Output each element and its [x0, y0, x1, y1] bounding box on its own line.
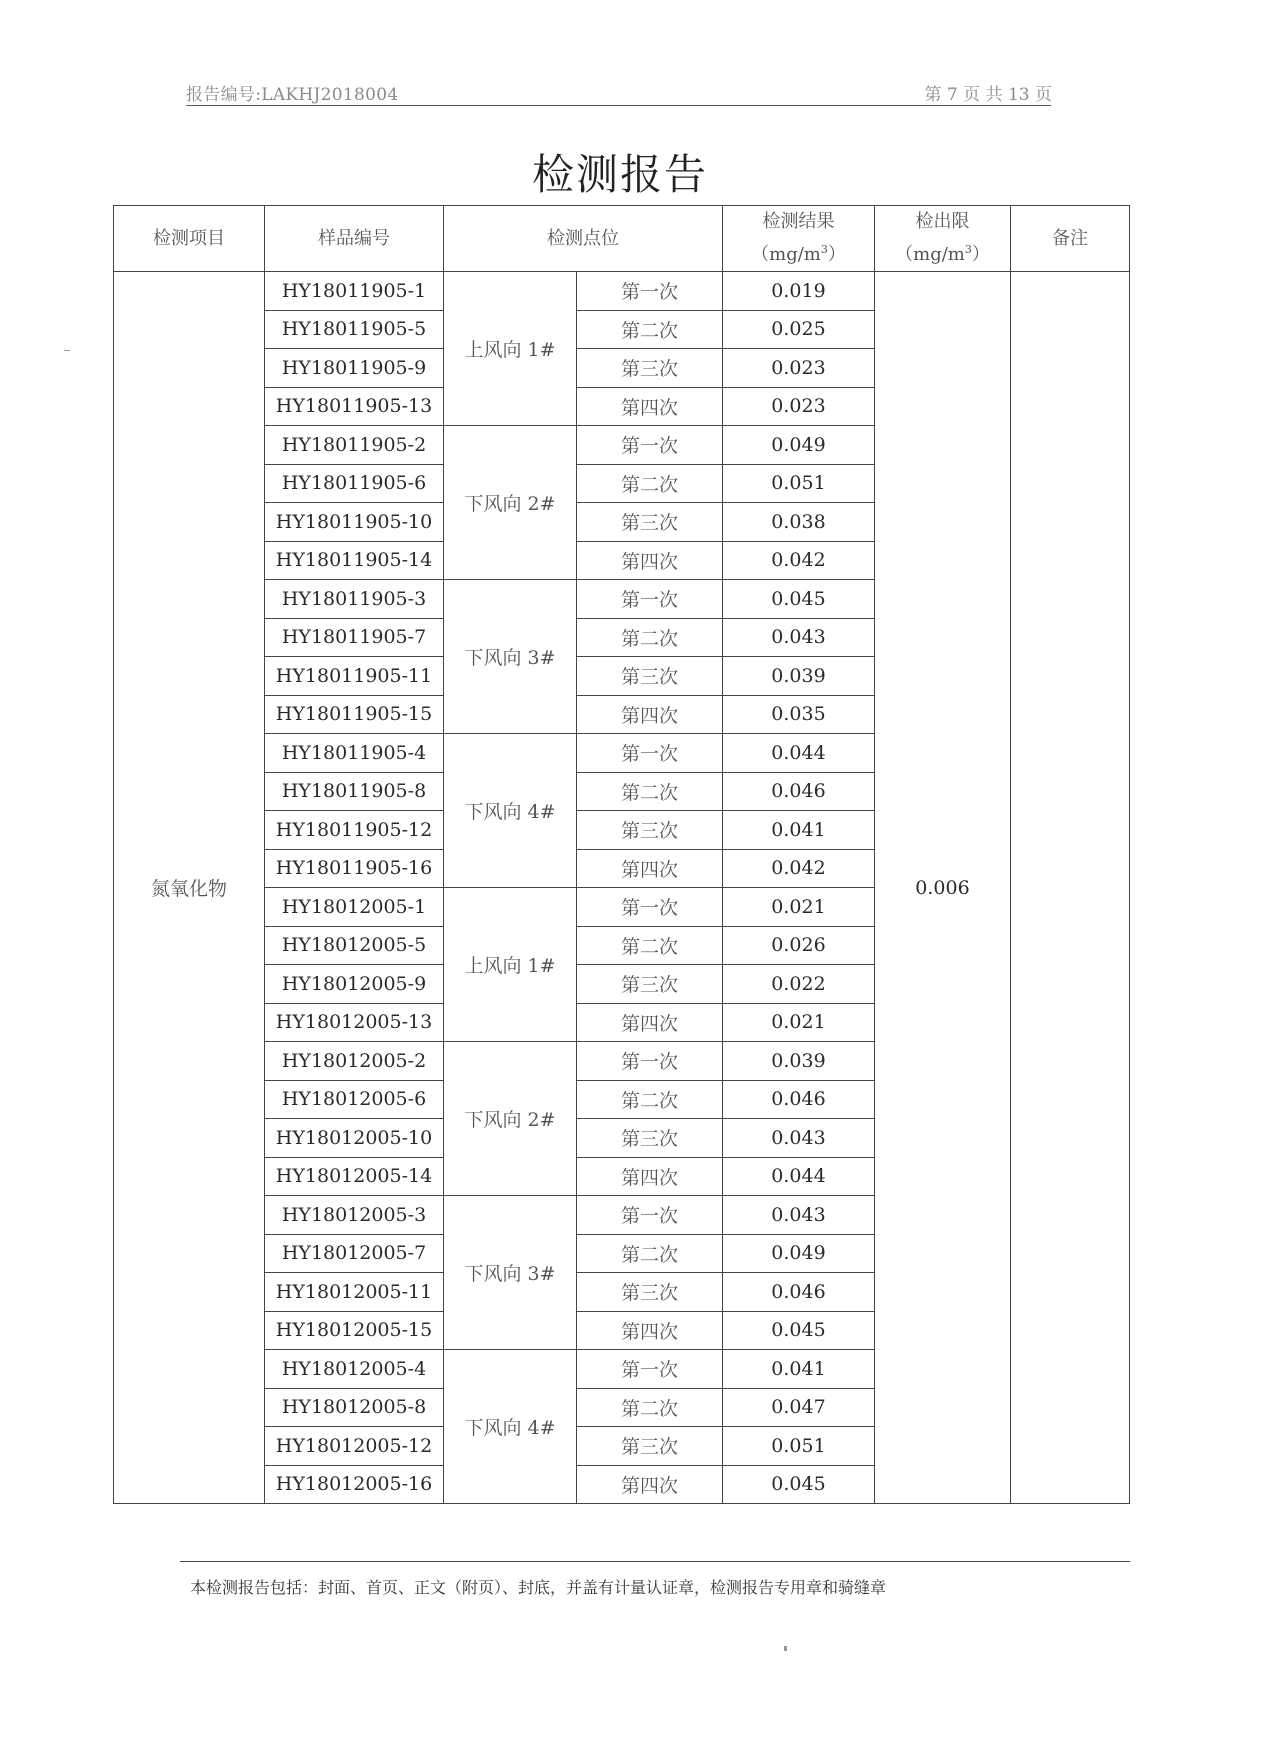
sampling-point-cell: 上风向 1# [444, 888, 577, 1042]
result-value-cell: 0.039 [723, 1042, 875, 1081]
sample-id-cell: HY18011905-15 [265, 695, 444, 734]
sample-id-cell: HY18012005-3 [265, 1196, 444, 1235]
sample-id-cell: HY18011905-16 [265, 849, 444, 888]
result-value-cell: 0.041 [723, 811, 875, 850]
footer-note: 本检测报告包括：封面、首页、正文（附页）、封底，并盖有计量认证章，检测报告专用章和骑缝章 [190, 1578, 887, 1597]
sample-id-cell: HY18011905-4 [265, 734, 444, 773]
sample-id-cell: HY18012005-10 [265, 1119, 444, 1158]
sample-id-cell: HY18011905-14 [265, 541, 444, 580]
sampling-time-cell: 第二次 [577, 1388, 723, 1427]
remark-cell [1011, 272, 1130, 1504]
sampling-time-cell: 第三次 [577, 503, 723, 542]
result-value-cell: 0.046 [723, 1080, 875, 1119]
result-value-cell: 0.051 [723, 464, 875, 503]
table-body [114, 272, 1130, 1504]
sampling-time-cell: 第一次 [577, 1196, 723, 1235]
sample-id-cell: HY18011905-10 [265, 503, 444, 542]
sampling-point-cell: 下风向 3# [444, 1196, 577, 1350]
header-limit-unit: $(mg/m^3)$ [895, 243, 990, 265]
sample-id-cell: HY18011905-9 [265, 349, 444, 388]
scan-speck [64, 350, 70, 351]
result-value-cell: 0.047 [723, 1388, 875, 1427]
sampling-time-cell: 第四次 [577, 1465, 723, 1504]
page-info: 第 7 页 共 13 页 [924, 85, 1052, 105]
sample-id-cell: HY18012005-9 [265, 965, 444, 1004]
sample-id-cell: HY18011905-13 [265, 387, 444, 426]
sampling-time-cell: 第二次 [577, 926, 723, 965]
sample-id-cell: HY18011905-5 [265, 310, 444, 349]
detection-limit-cell: 0.006 [875, 272, 1011, 1504]
sample-id-cell: HY18012005-1 [265, 888, 444, 927]
sampling-time-cell: 第四次 [577, 541, 723, 580]
sample-id-cell: HY18011905-2 [265, 426, 444, 465]
result-value-cell: 0.049 [723, 1234, 875, 1273]
sample-id-cell: HY18012005-14 [265, 1157, 444, 1196]
result-value-cell: 0.046 [723, 1273, 875, 1312]
result-value-cell: 0.043 [723, 618, 875, 657]
header-result [723, 206, 875, 272]
result-value-cell: 0.043 [723, 1119, 875, 1158]
result-value-cell: 0.044 [723, 1157, 875, 1196]
sampling-time-cell: 第一次 [577, 272, 723, 311]
result-value-cell: 0.051 [723, 1427, 875, 1466]
sampling-time-cell: 第二次 [577, 772, 723, 811]
result-value-cell: 0.041 [723, 1350, 875, 1389]
sampling-time-cell: 第一次 [577, 580, 723, 619]
result-value-cell: 0.022 [723, 965, 875, 1004]
sample-id-cell: HY18011905-11 [265, 657, 444, 696]
sampling-time-cell: 第三次 [577, 1119, 723, 1158]
sampling-time-cell: 第一次 [577, 734, 723, 773]
sampling-time-cell: 第一次 [577, 1350, 723, 1389]
sample-id-cell: HY18012005-4 [265, 1350, 444, 1389]
report-number: 报告编号:LAKHJ2018004 [186, 85, 399, 105]
sampling-time-cell: 第四次 [577, 849, 723, 888]
sample-id-cell: HY18012005-8 [265, 1388, 444, 1427]
result-value-cell: 0.045 [723, 1311, 875, 1350]
sampling-time-cell: 第三次 [577, 811, 723, 850]
sample-id-cell: HY18012005-7 [265, 1234, 444, 1273]
footer-divider [180, 1561, 1130, 1562]
sampling-time-cell: 第一次 [577, 426, 723, 465]
sampling-time-cell: 第四次 [577, 1157, 723, 1196]
result-value-cell: 0.042 [723, 849, 875, 888]
result-value-cell: 0.026 [723, 926, 875, 965]
sampling-point-cell: 下风向 4# [444, 1350, 577, 1504]
sampling-time-cell: 第二次 [577, 310, 723, 349]
sample-id-cell: HY18012005-16 [265, 1465, 444, 1504]
sample-id-cell: HY18012005-6 [265, 1080, 444, 1119]
sample-id-cell: HY18012005-11 [265, 1273, 444, 1312]
result-value-cell: 0.039 [723, 657, 875, 696]
result-value-cell: 0.049 [723, 426, 875, 465]
sample-id-cell: HY18012005-12 [265, 1427, 444, 1466]
result-value-cell: 0.045 [723, 580, 875, 619]
sampling-time-cell: 第四次 [577, 1311, 723, 1350]
scan-speck [784, 1646, 787, 1651]
header-limit-label: 检出限 [915, 211, 970, 232]
sampling-time-cell: 第一次 [577, 1042, 723, 1081]
result-value-cell: 0.021 [723, 1003, 875, 1042]
sampling-time-cell: 第一次 [577, 888, 723, 927]
result-value-cell: 0.038 [723, 503, 875, 542]
header-result-unit: $(mg/m^3)$ [751, 243, 846, 265]
sampling-time-cell: 第三次 [577, 349, 723, 388]
result-value-cell: 0.025 [723, 310, 875, 349]
sample-id-cell: HY18011905-7 [265, 618, 444, 657]
result-value-cell: 0.045 [723, 1465, 875, 1504]
result-value-cell: 0.019 [723, 272, 875, 311]
header-item: 检测项目 [114, 206, 265, 272]
sampling-time-cell: 第二次 [577, 618, 723, 657]
sampling-point-cell: 上风向 1# [444, 272, 577, 426]
result-value-cell: 0.023 [723, 387, 875, 426]
sampling-time-cell: 第四次 [577, 695, 723, 734]
table-header-row [114, 206, 1130, 272]
sampling-time-cell: 第二次 [577, 1080, 723, 1119]
result-value-cell: 0.042 [723, 541, 875, 580]
result-value-cell: 0.046 [723, 772, 875, 811]
sampling-point-cell: 下风向 3# [444, 580, 577, 734]
sampling-time-cell: 第三次 [577, 1427, 723, 1466]
header-sample-no: 样品编号 [265, 206, 444, 272]
sampling-time-cell: 第三次 [577, 965, 723, 1004]
sample-id-cell: HY18012005-13 [265, 1003, 444, 1042]
sample-id-cell: HY18011905-1 [265, 272, 444, 311]
sample-id-cell: HY18012005-2 [265, 1042, 444, 1081]
header-result-label: 检测结果 [762, 211, 835, 232]
sample-id-cell: HY18011905-6 [265, 464, 444, 503]
sampling-time-cell: 第二次 [577, 464, 723, 503]
header-limit [875, 206, 1011, 272]
sampling-time-cell: 第三次 [577, 1273, 723, 1312]
sample-id-cell: HY18012005-5 [265, 926, 444, 965]
header-point: 检测点位 [444, 206, 723, 272]
result-value-cell: 0.023 [723, 349, 875, 388]
sampling-point-cell: 下风向 2# [444, 426, 577, 580]
sampling-point-cell: 下风向 4# [444, 734, 577, 888]
header-divider [186, 105, 1051, 106]
result-value-cell: 0.044 [723, 734, 875, 773]
results-table [113, 205, 1130, 1504]
sampling-time-cell: 第二次 [577, 1234, 723, 1273]
table-row [114, 272, 1130, 311]
sampling-time-cell: 第三次 [577, 657, 723, 696]
document-title: 检测报告 [531, 150, 708, 199]
sample-id-cell: HY18011905-12 [265, 811, 444, 850]
sampling-time-cell: 第四次 [577, 387, 723, 426]
header-remark: 备注 [1011, 206, 1130, 272]
result-value-cell: 0.035 [723, 695, 875, 734]
sample-id-cell: HY18011905-8 [265, 772, 444, 811]
item-name-cell: 氮氧化物 [114, 272, 265, 1504]
result-value-cell: 0.021 [723, 888, 875, 927]
sampling-time-cell: 第四次 [577, 1003, 723, 1042]
sample-id-cell: HY18011905-3 [265, 580, 444, 619]
result-value-cell: 0.043 [723, 1196, 875, 1235]
sample-id-cell: HY18012005-15 [265, 1311, 444, 1350]
sampling-point-cell: 下风向 2# [444, 1042, 577, 1196]
